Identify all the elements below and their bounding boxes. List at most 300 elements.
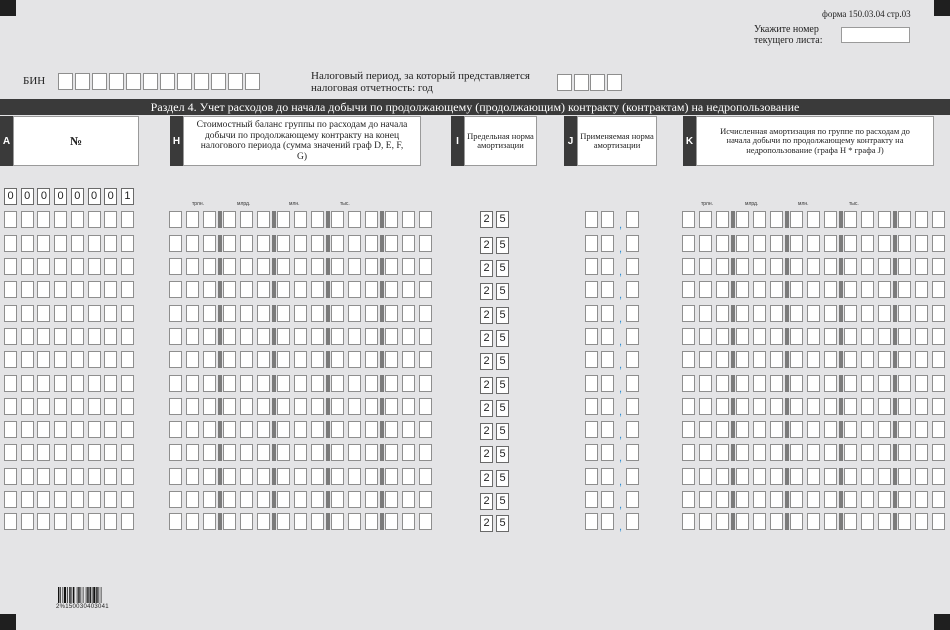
balance-value-cell[interactable] <box>223 328 236 345</box>
balance-value-cell[interactable] <box>257 513 270 530</box>
amortization-value-cell[interactable] <box>844 328 857 345</box>
amortization-value-cell[interactable] <box>898 351 911 368</box>
amortization-value-cell[interactable] <box>844 421 857 438</box>
row-number-cell[interactable] <box>88 351 101 368</box>
balance-value-cell[interactable] <box>331 305 344 322</box>
balance-value-cell[interactable] <box>294 513 307 530</box>
applied-rate-cell[interactable] <box>585 235 598 252</box>
applied-rate-cell[interactable] <box>601 513 614 530</box>
amortization-value-cell[interactable] <box>898 235 911 252</box>
balance-value-cell[interactable] <box>169 211 182 228</box>
amortization-value-cell[interactable] <box>736 375 749 392</box>
balance-value-cell[interactable] <box>385 351 398 368</box>
row-number-cell[interactable] <box>71 375 84 392</box>
amortization-value-cell[interactable] <box>736 421 749 438</box>
row-number-cell[interactable] <box>4 513 17 530</box>
balance-value-cell[interactable] <box>419 328 432 345</box>
balance-value-cell[interactable] <box>257 375 270 392</box>
balance-value-cell[interactable] <box>223 351 236 368</box>
amortization-value-cell[interactable] <box>790 468 803 485</box>
amortization-value-cell[interactable] <box>932 421 945 438</box>
amortization-value-cell[interactable] <box>878 491 891 508</box>
row-number-cell[interactable] <box>121 281 134 298</box>
row-number-cell[interactable] <box>4 328 17 345</box>
row-number-cell[interactable] <box>104 351 117 368</box>
amortization-value-cell[interactable] <box>861 444 874 461</box>
balance-value-cell[interactable] <box>223 211 236 228</box>
amortization-value-cell[interactable] <box>861 258 874 275</box>
balance-value-cell[interactable] <box>277 513 290 530</box>
row-number-cell[interactable] <box>4 305 17 322</box>
balance-value-cell[interactable] <box>186 211 199 228</box>
balance-value-cell[interactable] <box>257 491 270 508</box>
row-number-cell[interactable] <box>21 375 34 392</box>
amortization-value-cell[interactable] <box>807 305 820 322</box>
balance-value-cell[interactable] <box>223 281 236 298</box>
applied-rate-decimal-cell[interactable] <box>626 491 639 508</box>
balance-value-cell[interactable] <box>257 351 270 368</box>
row-number-cell[interactable] <box>4 398 17 415</box>
balance-value-cell[interactable] <box>257 398 270 415</box>
amortization-value-cell[interactable] <box>736 258 749 275</box>
amortization-value-cell[interactable] <box>915 444 928 461</box>
balance-value-cell[interactable] <box>311 468 324 485</box>
amortization-value-cell[interactable] <box>932 513 945 530</box>
applied-rate-cell[interactable] <box>601 351 614 368</box>
amortization-value-cell[interactable] <box>861 421 874 438</box>
amortization-value-cell[interactable] <box>915 513 928 530</box>
balance-value-cell[interactable] <box>331 398 344 415</box>
applied-rate-decimal-cell[interactable] <box>626 398 639 415</box>
balance-value-cell[interactable] <box>419 258 432 275</box>
row-number-cell[interactable] <box>54 328 67 345</box>
row-number-cell[interactable] <box>71 421 84 438</box>
row-number-cell[interactable] <box>21 513 34 530</box>
balance-value-cell[interactable] <box>169 305 182 322</box>
amortization-value-cell[interactable] <box>770 444 783 461</box>
bin-cell[interactable] <box>109 73 124 90</box>
balance-value-cell[interactable] <box>365 421 378 438</box>
balance-value-cell[interactable] <box>402 235 415 252</box>
balance-value-cell[interactable] <box>365 375 378 392</box>
balance-value-cell[interactable] <box>348 398 361 415</box>
balance-value-cell[interactable] <box>402 513 415 530</box>
amortization-value-cell[interactable] <box>807 513 820 530</box>
amortization-value-cell[interactable] <box>878 513 891 530</box>
amortization-value-cell[interactable] <box>898 491 911 508</box>
amortization-value-cell[interactable] <box>753 421 766 438</box>
row-number-cell[interactable] <box>121 328 134 345</box>
amortization-value-cell[interactable] <box>824 421 837 438</box>
amortization-value-cell[interactable] <box>898 211 911 228</box>
balance-value-cell[interactable] <box>402 211 415 228</box>
balance-value-cell[interactable] <box>257 421 270 438</box>
amortization-value-cell[interactable] <box>716 351 729 368</box>
amortization-value-cell[interactable] <box>932 258 945 275</box>
amortization-value-cell[interactable] <box>932 211 945 228</box>
amortization-value-cell[interactable] <box>844 351 857 368</box>
balance-value-cell[interactable] <box>311 211 324 228</box>
balance-value-cell[interactable] <box>331 421 344 438</box>
amortization-value-cell[interactable] <box>932 328 945 345</box>
balance-value-cell[interactable] <box>277 281 290 298</box>
balance-value-cell[interactable] <box>365 491 378 508</box>
amortization-value-cell[interactable] <box>861 491 874 508</box>
balance-value-cell[interactable] <box>348 375 361 392</box>
amortization-value-cell[interactable] <box>699 513 712 530</box>
row-number-cell[interactable] <box>121 491 134 508</box>
balance-value-cell[interactable] <box>331 375 344 392</box>
balance-value-cell[interactable] <box>348 328 361 345</box>
row-number-cell[interactable] <box>121 468 134 485</box>
contract-number-digit[interactable]: 1 <box>121 188 134 205</box>
amortization-value-cell[interactable] <box>753 375 766 392</box>
amortization-value-cell[interactable] <box>753 491 766 508</box>
amortization-value-cell[interactable] <box>770 398 783 415</box>
balance-value-cell[interactable] <box>203 468 216 485</box>
row-number-cell[interactable] <box>121 258 134 275</box>
amortization-value-cell[interactable] <box>807 281 820 298</box>
amortization-value-cell[interactable] <box>790 211 803 228</box>
balance-value-cell[interactable] <box>348 491 361 508</box>
row-number-cell[interactable] <box>71 513 84 530</box>
balance-value-cell[interactable] <box>277 468 290 485</box>
amortization-value-cell[interactable] <box>932 305 945 322</box>
amortization-value-cell[interactable] <box>753 513 766 530</box>
row-number-cell[interactable] <box>21 421 34 438</box>
balance-value-cell[interactable] <box>257 444 270 461</box>
balance-value-cell[interactable] <box>385 375 398 392</box>
amortization-value-cell[interactable] <box>753 281 766 298</box>
applied-rate-decimal-cell[interactable] <box>626 468 639 485</box>
amortization-value-cell[interactable] <box>716 258 729 275</box>
applied-rate-decimal-cell[interactable] <box>626 235 639 252</box>
balance-value-cell[interactable] <box>240 328 253 345</box>
balance-value-cell[interactable] <box>311 305 324 322</box>
amortization-value-cell[interactable] <box>932 468 945 485</box>
amortization-value-cell[interactable] <box>824 491 837 508</box>
balance-value-cell[interactable] <box>240 258 253 275</box>
balance-value-cell[interactable] <box>419 211 432 228</box>
amortization-value-cell[interactable] <box>861 513 874 530</box>
balance-value-cell[interactable] <box>294 398 307 415</box>
amortization-value-cell[interactable] <box>844 468 857 485</box>
amortization-value-cell[interactable] <box>699 258 712 275</box>
amortization-value-cell[interactable] <box>807 235 820 252</box>
row-number-cell[interactable] <box>21 281 34 298</box>
balance-value-cell[interactable] <box>186 468 199 485</box>
row-number-cell[interactable] <box>121 398 134 415</box>
amortization-value-cell[interactable] <box>915 235 928 252</box>
amortization-value-cell[interactable] <box>753 444 766 461</box>
row-number-cell[interactable] <box>88 398 101 415</box>
amortization-value-cell[interactable] <box>878 444 891 461</box>
balance-value-cell[interactable] <box>186 235 199 252</box>
amortization-value-cell[interactable] <box>844 398 857 415</box>
applied-rate-cell[interactable] <box>585 281 598 298</box>
balance-value-cell[interactable] <box>365 235 378 252</box>
row-number-cell[interactable] <box>54 421 67 438</box>
applied-rate-cell[interactable] <box>585 513 598 530</box>
amortization-value-cell[interactable] <box>699 421 712 438</box>
balance-value-cell[interactable] <box>277 305 290 322</box>
balance-value-cell[interactable] <box>203 235 216 252</box>
year-cell[interactable] <box>557 74 572 91</box>
balance-value-cell[interactable] <box>240 491 253 508</box>
row-number-cell[interactable] <box>88 444 101 461</box>
balance-value-cell[interactable] <box>223 513 236 530</box>
row-number-cell[interactable] <box>37 328 50 345</box>
balance-value-cell[interactable] <box>419 281 432 298</box>
amortization-value-cell[interactable] <box>824 444 837 461</box>
contract-number-digit[interactable]: 0 <box>21 188 34 205</box>
balance-value-cell[interactable] <box>277 375 290 392</box>
amortization-value-cell[interactable] <box>807 211 820 228</box>
amortization-value-cell[interactable] <box>770 375 783 392</box>
row-number-cell[interactable] <box>54 513 67 530</box>
amortization-value-cell[interactable] <box>699 305 712 322</box>
balance-value-cell[interactable] <box>385 468 398 485</box>
row-number-cell[interactable] <box>37 513 50 530</box>
row-number-cell[interactable] <box>21 305 34 322</box>
balance-value-cell[interactable] <box>385 235 398 252</box>
amortization-value-cell[interactable] <box>878 211 891 228</box>
balance-value-cell[interactable] <box>203 258 216 275</box>
balance-value-cell[interactable] <box>365 258 378 275</box>
balance-value-cell[interactable] <box>311 513 324 530</box>
balance-value-cell[interactable] <box>348 444 361 461</box>
row-number-cell[interactable] <box>21 235 34 252</box>
amortization-value-cell[interactable] <box>682 468 695 485</box>
amortization-value-cell[interactable] <box>736 211 749 228</box>
balance-value-cell[interactable] <box>385 281 398 298</box>
bin-cell[interactable] <box>126 73 141 90</box>
amortization-value-cell[interactable] <box>932 398 945 415</box>
balance-value-cell[interactable] <box>294 491 307 508</box>
balance-value-cell[interactable] <box>365 398 378 415</box>
balance-value-cell[interactable] <box>186 421 199 438</box>
amortization-value-cell[interactable] <box>682 235 695 252</box>
applied-rate-cell[interactable] <box>585 328 598 345</box>
amortization-value-cell[interactable] <box>716 281 729 298</box>
balance-value-cell[interactable] <box>402 398 415 415</box>
amortization-value-cell[interactable] <box>898 444 911 461</box>
balance-value-cell[interactable] <box>277 258 290 275</box>
row-number-cell[interactable] <box>71 491 84 508</box>
row-number-cell[interactable] <box>88 211 101 228</box>
balance-value-cell[interactable] <box>294 468 307 485</box>
balance-value-cell[interactable] <box>348 211 361 228</box>
contract-number-digit[interactable]: 0 <box>37 188 50 205</box>
balance-value-cell[interactable] <box>294 235 307 252</box>
row-number-cell[interactable] <box>54 398 67 415</box>
balance-value-cell[interactable] <box>402 421 415 438</box>
balance-value-cell[interactable] <box>331 491 344 508</box>
amortization-value-cell[interactable] <box>753 351 766 368</box>
row-number-cell[interactable] <box>4 468 17 485</box>
applied-rate-cell[interactable] <box>585 398 598 415</box>
amortization-value-cell[interactable] <box>682 211 695 228</box>
balance-value-cell[interactable] <box>277 328 290 345</box>
amortization-value-cell[interactable] <box>736 491 749 508</box>
amortization-value-cell[interactable] <box>699 468 712 485</box>
balance-value-cell[interactable] <box>186 513 199 530</box>
amortization-value-cell[interactable] <box>915 211 928 228</box>
row-number-cell[interactable] <box>4 281 17 298</box>
row-number-cell[interactable] <box>4 211 17 228</box>
balance-value-cell[interactable] <box>169 281 182 298</box>
row-number-cell[interactable] <box>104 258 117 275</box>
balance-value-cell[interactable] <box>257 235 270 252</box>
amortization-value-cell[interactable] <box>844 211 857 228</box>
balance-value-cell[interactable] <box>203 351 216 368</box>
amortization-value-cell[interactable] <box>824 513 837 530</box>
balance-value-cell[interactable] <box>203 305 216 322</box>
balance-value-cell[interactable] <box>385 421 398 438</box>
balance-value-cell[interactable] <box>385 513 398 530</box>
amortization-value-cell[interactable] <box>716 468 729 485</box>
contract-number-digit[interactable]: 0 <box>88 188 101 205</box>
row-number-cell[interactable] <box>4 351 17 368</box>
row-number-cell[interactable] <box>71 281 84 298</box>
applied-rate-decimal-cell[interactable] <box>626 421 639 438</box>
row-number-cell[interactable] <box>4 444 17 461</box>
row-number-cell[interactable] <box>104 491 117 508</box>
balance-value-cell[interactable] <box>169 375 182 392</box>
amortization-value-cell[interactable] <box>824 305 837 322</box>
balance-value-cell[interactable] <box>331 281 344 298</box>
row-number-cell[interactable] <box>121 351 134 368</box>
balance-value-cell[interactable] <box>203 328 216 345</box>
balance-value-cell[interactable] <box>203 398 216 415</box>
balance-value-cell[interactable] <box>223 375 236 392</box>
amortization-value-cell[interactable] <box>807 468 820 485</box>
row-number-cell[interactable] <box>37 421 50 438</box>
amortization-value-cell[interactable] <box>736 351 749 368</box>
amortization-value-cell[interactable] <box>682 375 695 392</box>
balance-value-cell[interactable] <box>311 281 324 298</box>
row-number-cell[interactable] <box>121 211 134 228</box>
balance-value-cell[interactable] <box>186 328 199 345</box>
balance-value-cell[interactable] <box>402 375 415 392</box>
row-number-cell[interactable] <box>21 211 34 228</box>
amortization-value-cell[interactable] <box>878 468 891 485</box>
balance-value-cell[interactable] <box>385 211 398 228</box>
balance-value-cell[interactable] <box>331 468 344 485</box>
amortization-value-cell[interactable] <box>915 328 928 345</box>
balance-value-cell[interactable] <box>331 328 344 345</box>
row-number-cell[interactable] <box>37 258 50 275</box>
balance-value-cell[interactable] <box>240 513 253 530</box>
row-number-cell[interactable] <box>37 235 50 252</box>
amortization-value-cell[interactable] <box>861 281 874 298</box>
applied-rate-cell[interactable] <box>601 375 614 392</box>
amortization-value-cell[interactable] <box>736 235 749 252</box>
row-number-cell[interactable] <box>104 513 117 530</box>
balance-value-cell[interactable] <box>186 444 199 461</box>
amortization-value-cell[interactable] <box>898 305 911 322</box>
balance-value-cell[interactable] <box>169 491 182 508</box>
applied-rate-cell[interactable] <box>585 375 598 392</box>
applied-rate-cell[interactable] <box>585 468 598 485</box>
balance-value-cell[interactable] <box>169 468 182 485</box>
amortization-value-cell[interactable] <box>753 211 766 228</box>
balance-value-cell[interactable] <box>240 351 253 368</box>
applied-rate-cell[interactable] <box>585 491 598 508</box>
balance-value-cell[interactable] <box>203 375 216 392</box>
balance-value-cell[interactable] <box>311 235 324 252</box>
balance-value-cell[interactable] <box>277 351 290 368</box>
applied-rate-cell[interactable] <box>601 211 614 228</box>
amortization-value-cell[interactable] <box>932 281 945 298</box>
bin-cell[interactable] <box>92 73 107 90</box>
row-number-cell[interactable] <box>104 421 117 438</box>
row-number-cell[interactable] <box>4 258 17 275</box>
amortization-value-cell[interactable] <box>770 281 783 298</box>
amortization-value-cell[interactable] <box>770 305 783 322</box>
amortization-value-cell[interactable] <box>736 305 749 322</box>
balance-value-cell[interactable] <box>169 513 182 530</box>
amortization-value-cell[interactable] <box>716 328 729 345</box>
balance-value-cell[interactable] <box>348 235 361 252</box>
balance-value-cell[interactable] <box>294 328 307 345</box>
row-number-cell[interactable] <box>88 375 101 392</box>
amortization-value-cell[interactable] <box>770 491 783 508</box>
amortization-value-cell[interactable] <box>699 328 712 345</box>
applied-rate-decimal-cell[interactable] <box>626 351 639 368</box>
balance-value-cell[interactable] <box>348 305 361 322</box>
balance-value-cell[interactable] <box>186 281 199 298</box>
balance-value-cell[interactable] <box>186 491 199 508</box>
balance-value-cell[interactable] <box>186 258 199 275</box>
amortization-value-cell[interactable] <box>716 491 729 508</box>
amortization-value-cell[interactable] <box>736 328 749 345</box>
amortization-value-cell[interactable] <box>716 235 729 252</box>
amortization-value-cell[interactable] <box>682 351 695 368</box>
amortization-value-cell[interactable] <box>699 398 712 415</box>
balance-value-cell[interactable] <box>348 258 361 275</box>
amortization-value-cell[interactable] <box>682 398 695 415</box>
applied-rate-cell[interactable] <box>585 444 598 461</box>
balance-value-cell[interactable] <box>402 328 415 345</box>
balance-value-cell[interactable] <box>240 375 253 392</box>
balance-value-cell[interactable] <box>419 468 432 485</box>
balance-value-cell[interactable] <box>385 258 398 275</box>
row-number-cell[interactable] <box>104 444 117 461</box>
amortization-value-cell[interactable] <box>770 513 783 530</box>
bin-cell[interactable] <box>228 73 243 90</box>
row-number-cell[interactable] <box>4 375 17 392</box>
balance-value-cell[interactable] <box>365 211 378 228</box>
balance-value-cell[interactable] <box>294 211 307 228</box>
amortization-value-cell[interactable] <box>844 513 857 530</box>
balance-value-cell[interactable] <box>294 258 307 275</box>
row-number-cell[interactable] <box>104 305 117 322</box>
balance-value-cell[interactable] <box>402 444 415 461</box>
balance-value-cell[interactable] <box>223 398 236 415</box>
amortization-value-cell[interactable] <box>861 351 874 368</box>
balance-value-cell[interactable] <box>365 468 378 485</box>
balance-value-cell[interactable] <box>331 444 344 461</box>
amortization-value-cell[interactable] <box>915 258 928 275</box>
row-number-cell[interactable] <box>71 211 84 228</box>
row-number-cell[interactable] <box>71 235 84 252</box>
amortization-value-cell[interactable] <box>861 211 874 228</box>
contract-number-digit[interactable]: 0 <box>71 188 84 205</box>
amortization-value-cell[interactable] <box>682 305 695 322</box>
bin-cell[interactable] <box>75 73 90 90</box>
applied-rate-decimal-cell[interactable] <box>626 281 639 298</box>
